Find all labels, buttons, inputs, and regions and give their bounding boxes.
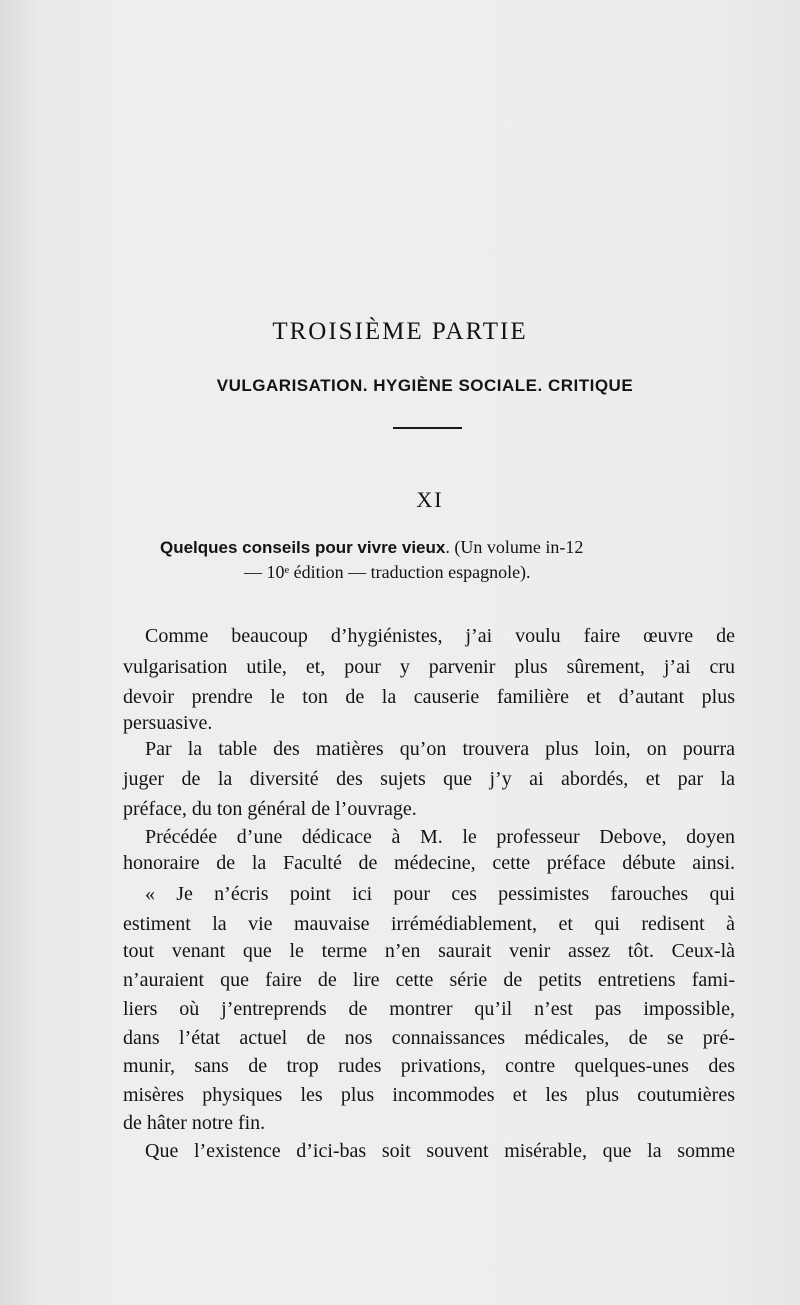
section-divider [393,427,462,429]
text-line: juger de la diversité des sujets que j’y ai abordés, et par la [123,768,735,790]
text-line: Précédée d’une dédicace à M. le professeur Debove, doyen [145,826,735,848]
text-line: persuasive. [123,712,213,734]
text-line: estiment la vie mauvaise irrémédiablement, et qui redisent à [123,913,735,935]
text-line: n’auraient que faire de lire cette série de petits entretiens fami- [123,969,735,991]
chapter-reference [160,537,583,558]
text-line: tout venant que le terme n’en saurait venir assez tôt. Ceux-là [123,940,735,962]
part-subtitle: VULGARISATION. HYGIÈNE SOCIALE. CRITIQUE [216,376,634,395]
text-line: devoir prendre le ton de la causerie familière et d’autant plus [123,686,735,708]
text-line: Que l’existence d’ici-bas soit souvent misérable, que la somme [145,1140,735,1162]
text-line: liers où j’entreprends de montrer qu’il n’est pas impossible, [123,998,735,1020]
book-details: . (Un volume in-12 [445,537,584,557]
book-title: Quelques conseils pour vivre vieux [160,538,446,557]
text-line: vulgarisation utile, et, pour y parvenir plus sûrement, j’ai cru [123,656,735,678]
chapter-number: XI [416,487,444,512]
text-line: dans l’état actuel de nos connaissances médicales, de se pré- [123,1027,735,1049]
chapter-reference-line-2: — 10ᵉ édition — traduction espagnole). [244,562,531,582]
text-line: honoraire de la Faculté de médecine, cette préface débute ainsi. [123,852,735,874]
text-line: Par la table des matières qu’on trouvera plus loin, on pourra [145,738,735,760]
text-line: préface, du ton général de l’ouvrage. [123,798,417,820]
text-line: Comme beaucoup d’hygiénistes, j’ai voulu faire œuvre de [145,625,735,647]
text-line: misères physiques les plus incommodes et les plus coutumières [123,1084,735,1106]
text-line: de hâter notre fin. [123,1112,266,1134]
text-line: munir, sans de trop rudes privations, contre quelques-unes des [123,1055,735,1077]
part-title: TROISIÈME PARTIE [272,318,528,345]
text-line: « Je n’écris point ici pour ces pessimistes farouches qui [145,883,735,905]
